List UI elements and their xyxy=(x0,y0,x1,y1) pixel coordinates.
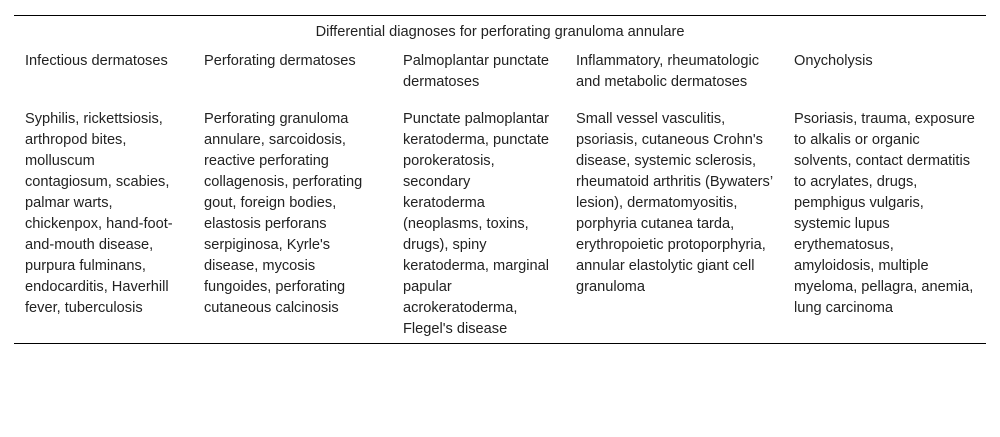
differential-diagnoses-table xyxy=(14,15,986,344)
cell-onycholysis: Psoriasis, trauma, exposure to alkalis or organic solvents, contact dermatitis to acrylates, drugs, pemphigus vulgaris, systemic lupus erythematosus, amyloidosis, multiple myeloma, pellagra, anemia, lung carcinoma xyxy=(794,111,975,316)
caption-row xyxy=(14,16,986,48)
cell-palmoplantar: Punctate palmoplantar keratoderma, punctate porokeratosis, secondary keratoderma (neoplasms, toxins, drugs), spiny keratoderma, marginal papular acrokeratoderma, Flegel's disease xyxy=(403,111,550,337)
diagnoses-table-container xyxy=(14,15,986,344)
column-header-perforating: Perforating dermatoses xyxy=(204,53,356,69)
table-caption: Differential diagnoses for perforating granuloma annulare xyxy=(315,24,685,40)
header-row xyxy=(14,47,986,105)
column-header-palmoplantar: Palmoplantar punctate dermatoses xyxy=(403,53,550,90)
table-row xyxy=(14,105,986,344)
cell-inflammatory: Small vessel vasculitis, psoriasis, cutaneous Crohn's disease, systemic sclerosis, rheumatoid arthritis (Bywaters’ lesion), dermatomyositis, porphyria cutanea tarda, erythropoietic protoporphyria, annular elastolytic giant cell granuloma xyxy=(576,111,773,295)
column-header-infectious: Infectious dermatoses xyxy=(25,53,168,69)
cell-infectious: Syphilis, rickettsiosis, arthropod bites, molluscum contagiosum, scabies, palmar warts, chickenpox, hand-foot-and-mouth disease, purpura fulminans, endocarditis, Haverhill fever, tuberculosis xyxy=(25,111,173,316)
column-header-onycholysis: Onycholysis xyxy=(794,53,873,69)
cell-perforating: Perforating granuloma annulare, sarcoidosis, reactive perforating collagenosis, perforating gout, foreign bodies, elastosis perforans serpiginosa, Kyrle's disease, mycosis fungoides, perforating cutaneous calcinosis xyxy=(204,111,363,316)
column-header-inflammatory: Inflammatory, rheumatologic and metabolic dermatoses xyxy=(576,53,760,90)
